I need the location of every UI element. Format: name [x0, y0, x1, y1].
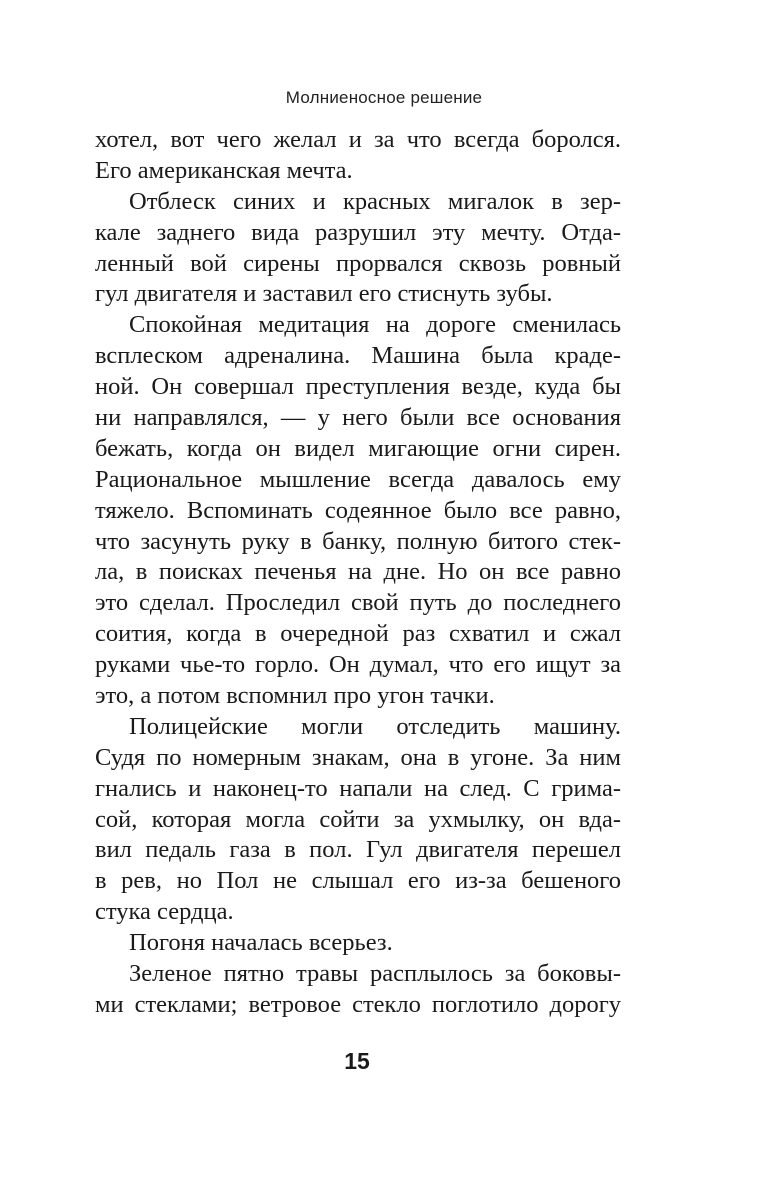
text-line: Рациональное мышление всегда давалось ему: [95, 465, 621, 493]
text-line: всплеском адреналина. Машина была краде-: [95, 342, 621, 370]
running-title: Молниеносное решение: [285, 88, 483, 107]
text-line: это, а потом вспомнил про угон тачки.: [95, 682, 495, 710]
text-line: кале заднего вида разрушил эту мечту. Отда-: [95, 218, 621, 246]
text-line: вил педаль газа в пол. Гул двигателя перешел: [95, 836, 621, 864]
text-line: Отблеск синих и красных мигалок в зер-: [129, 187, 621, 215]
text-line: Погоня началась всерьез.: [129, 929, 393, 957]
text-line: гул двигателя и заставил его стиснуть зубы.: [95, 280, 553, 308]
text-line: это сделал. Проследил свой путь до последнего: [95, 589, 621, 617]
text-line: стука сердца.: [95, 898, 234, 926]
text-line: Полицейские могли отследить машину.: [129, 712, 621, 740]
text-line: в рев, но Пол не слышал его из-за бешеного: [95, 867, 621, 895]
text-line: гнались и наконец-то напали на след. С грима-: [95, 774, 621, 802]
text-line: Спокойная медитация на дороге сменилась: [129, 311, 621, 339]
text-line: тяжело. Вспоминать содеянное было все равно,: [95, 496, 621, 524]
text-line: Зеленое пятно травы расплылось за боковы-: [129, 960, 621, 988]
page-number: 15: [344, 1048, 370, 1074]
text-line: ни направлялся, — у него были все основания: [95, 404, 621, 432]
text-line: Его американская мечта.: [95, 156, 353, 184]
text-line: Судя по номерным знакам, она в угоне. За ним: [95, 743, 621, 771]
text-line: сой, которая могла сойти за ухмылку, он вда-: [95, 805, 621, 833]
text-line: хотел, вот чего желал и за что всегда боролся.: [95, 126, 621, 153]
text-line: ленный вой сирены прорвался сквозь ровный: [95, 249, 621, 277]
text-line: ла, в поисках печенья на дне. Но он все равно: [95, 558, 621, 586]
body-text: [95, 125, 621, 1021]
text-line: бежать, когда он видел мигающие огни сирен.: [95, 434, 621, 462]
text-line: что засунуть руку в банку, полную битого стек-: [95, 527, 621, 555]
text-line: руками чье-то горло. Он думал, что его ищут за: [95, 651, 621, 679]
text-line: соития, когда в очередной раз схватил и сжал: [95, 620, 621, 648]
text-line: ми стеклами; ветровое стекло поглотило дорогу: [95, 990, 621, 1018]
text-line: ной. Он совершал преступления везде, куда бы: [95, 373, 621, 401]
